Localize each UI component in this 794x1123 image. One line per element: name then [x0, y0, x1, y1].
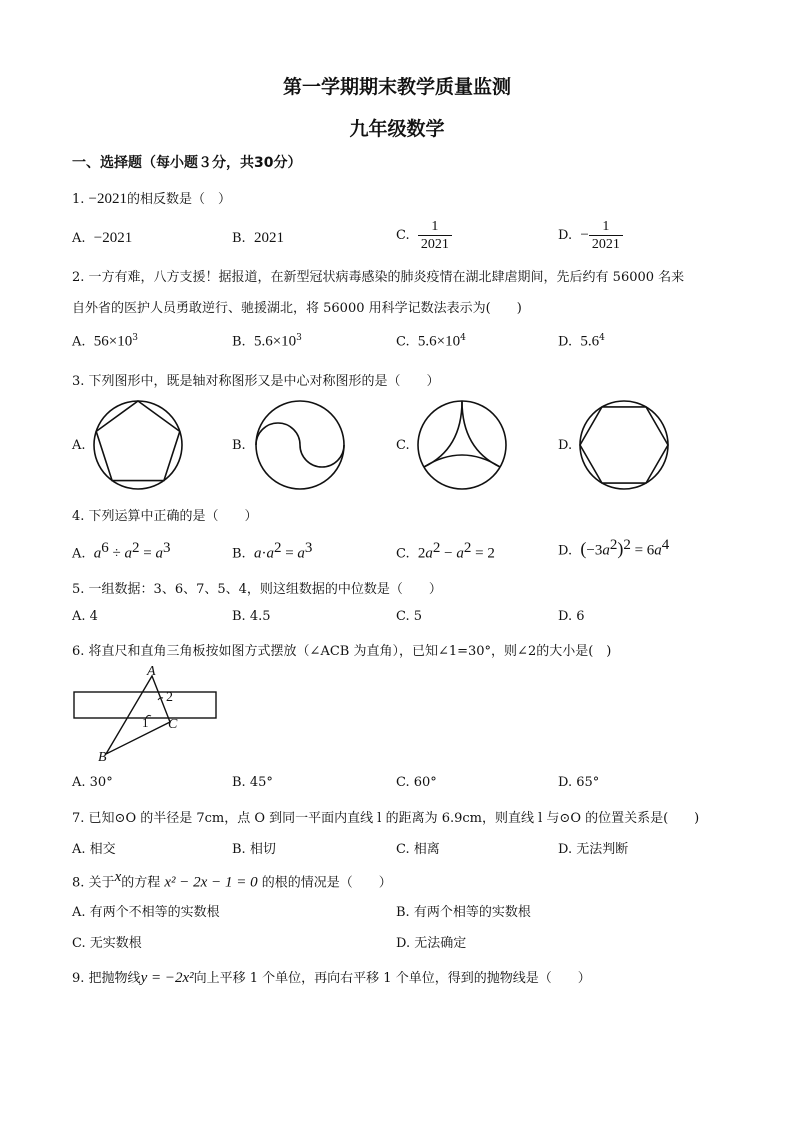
q5-option-a[interactable]: A. 4 — [72, 609, 98, 624]
q3-label-a[interactable]: A. — [72, 438, 86, 453]
q1-option-c[interactable]: C. $\frac{1}{2021}$ — [396, 218, 452, 253]
q6-option-a[interactable]: A. 30° — [72, 775, 113, 790]
q8-option-c[interactable]: C. 无实数根 — [72, 936, 142, 951]
q7-option-d[interactable]: D. 无法判断 — [558, 842, 629, 857]
q3-label-b[interactable]: B. — [232, 438, 246, 453]
q8-option-b[interactable]: B. 有两个相等的实数根 — [396, 905, 531, 920]
q3-label-c[interactable]: C. — [396, 438, 410, 453]
q4-option-a[interactable]: A. $a^6 \div a^2 = a^3$ — [72, 540, 171, 562]
q6-label-a: A — [147, 664, 156, 679]
q5-option-c[interactable]: C. 5 — [396, 609, 423, 624]
q7-option-b[interactable]: B. 相切 — [232, 842, 276, 857]
q8-option-d[interactable]: D. 无法确定 — [396, 936, 467, 951]
q3-figure-d-hexagon-in-circle[interactable] — [578, 399, 670, 491]
question-7: 7. 已知⊙O 的半径是 7cm，点 O 到同一平面内直线 l 的距离为 6.9cm，则直线 l 与⊙O 的位置关系是( ) — [72, 811, 700, 826]
q2-option-a[interactable]: A. $56\times 10^3$ — [72, 333, 138, 350]
q6-label-c: C — [168, 717, 178, 732]
page-subtitle: 九年级数学 — [349, 118, 445, 140]
question-4: 4. 下列运算中正确的是（ ） — [72, 509, 258, 524]
question-3: 3. 下列图形中，既是轴对称图形又是中心对称图形的是（ ） — [72, 374, 440, 389]
question-5: 5. 一组数据：3、6、7、5、4，则这组数据的中位数是（ ） — [72, 582, 442, 597]
q6-option-c[interactable]: C. 60° — [396, 775, 437, 790]
q5-option-b[interactable]: B. 4.5 — [232, 609, 271, 624]
q2-option-d[interactable]: D. $5.6^4$ — [558, 333, 605, 350]
q4-option-d[interactable]: D. $(-3a^2)^2 = 6a^4$ — [558, 537, 670, 559]
q3-figure-a-pentagon-in-circle[interactable] — [92, 399, 184, 491]
question-8: 8. 关于$^x$的方程 x² − 2x − 1 = 0 的根的情况是（ ） — [72, 869, 392, 891]
q3-figure-c-curved-triangle[interactable] — [416, 399, 508, 491]
q3-label-d[interactable]: D. — [558, 438, 573, 453]
q2-option-b[interactable]: B. $5.6\times 10^3$ — [232, 333, 302, 350]
q6-option-d[interactable]: D. 65° — [558, 775, 600, 790]
q6-label-b: B — [98, 750, 107, 765]
question-2-cont: 自外省的医护人员勇敢逆行、驰援湖北，将 56000 用科学记数法表示为( ) — [72, 301, 522, 316]
q4-option-b[interactable]: B. $a\cdot a^2 = a^3$ — [232, 540, 313, 562]
q6-label-2: 2 — [166, 690, 173, 705]
question-6: 6. 将直尺和直角三角板按如图方式摆放（∠ACB 为直角），已知∠1=30°，则∠2的大小是( ) — [72, 644, 612, 659]
q1-option-b[interactable]: B. 2021 — [232, 230, 284, 246]
q6-option-b[interactable]: B. 45° — [232, 775, 273, 790]
q4-option-c[interactable]: C. $2a^2 - a^2 = 2$ — [396, 540, 495, 562]
question-2: 2. 一方有难，八方支援！据报道，在新型冠状病毒感染的肺炎疫情在湖北肆虐期间，先后约有 56000 名来 — [72, 270, 685, 285]
q1-option-d[interactable]: D. − $\frac{1}{2021}$ — [558, 218, 623, 253]
section-heading: 一、选择题（每小题３分，共30分） — [72, 155, 302, 171]
q2-option-c[interactable]: C. $5.6\times 10^4$ — [396, 333, 466, 350]
q1-option-a[interactable]: A. −2021 — [72, 230, 133, 246]
question-1: 1. −2021的相反数是（ ） — [72, 191, 232, 207]
question-9: 9. 把抛物线y = −2x²向上平移 1 个单位，再向右平移 1 个单位，得到的抛物线是（ ） — [72, 970, 591, 986]
q3-figure-b-yin-yang[interactable] — [254, 399, 346, 491]
q8-option-a[interactable]: A. 有两个不相等的实数根 — [72, 905, 220, 920]
q5-option-d[interactable]: D. 6 — [558, 609, 585, 624]
q1-expr: −2021 — [88, 191, 128, 207]
q7-option-a[interactable]: A. 相交 — [72, 842, 116, 857]
q6-label-1: 1 — [142, 715, 149, 730]
q7-option-c[interactable]: C. 相离 — [396, 842, 440, 857]
page-title: 第一学期期末教学质量监测 — [282, 76, 511, 98]
